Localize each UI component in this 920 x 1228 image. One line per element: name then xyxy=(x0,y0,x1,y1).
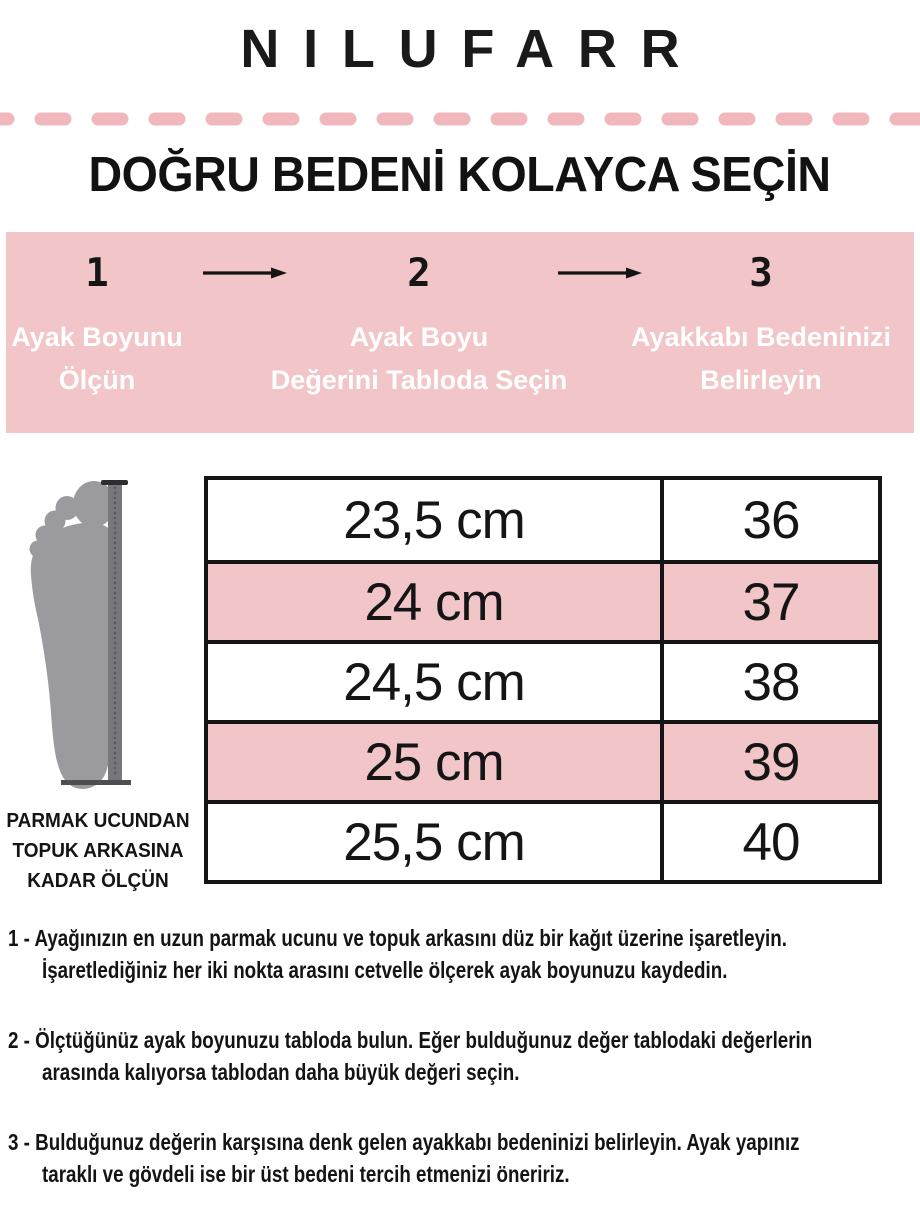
table-row xyxy=(208,480,878,560)
step-3-line2: Belirleyin xyxy=(700,365,822,395)
cell-size: 39 xyxy=(660,724,878,800)
step-2 xyxy=(258,232,580,402)
cell-cm: 23,5 cm xyxy=(343,490,525,550)
step-2-number: 2 xyxy=(407,251,431,296)
ruler-bottom-line xyxy=(61,780,131,785)
instruction-3-line2: taraklı ve gövdeli ise bir üst bedeni tercih etmenizi öneririz. xyxy=(42,1161,570,1187)
instruction-2-line2: arasında kalıyorsa tablodan daha büyük değeri seçin. xyxy=(42,1059,520,1085)
step-2-label xyxy=(258,316,580,402)
step-1-line1: Ayak Boyunu xyxy=(11,322,183,352)
table-row xyxy=(208,720,878,800)
instructions xyxy=(8,922,916,1228)
foot-measure-caption xyxy=(5,806,191,896)
table-row xyxy=(208,800,878,880)
size-table xyxy=(204,476,882,884)
table-row xyxy=(208,560,878,640)
step-1-label xyxy=(6,316,188,402)
cell-size: 38 xyxy=(660,644,878,720)
foot-caption-line2: TOPUK ARKASINA xyxy=(12,840,184,862)
instruction-3-line1: 3 - Bulduğunuz değerin karşısına denk gelen ayakkabı bedeninizi belirleyin. Ayak yapınız xyxy=(8,1129,800,1155)
instruction-1 xyxy=(8,922,916,986)
step-3 xyxy=(608,232,914,402)
step-3-label xyxy=(608,316,914,402)
instruction-1-line2: İşaretlediğiniz her iki nokta arasını cetvelle ölçerek ayak boyunuzu kaydedin. xyxy=(42,957,728,983)
step-2-line1: Ayak Boyu xyxy=(349,322,489,352)
step-1 xyxy=(6,232,188,402)
step-3-line1: Ayakkabı Bedeninizi xyxy=(630,322,892,352)
foot-caption-line3: KADAR ÖLÇÜN xyxy=(27,870,169,892)
cell-cm: 24 cm xyxy=(364,572,504,632)
foot-measure-illustration xyxy=(24,477,132,801)
cell-size: 40 xyxy=(660,804,878,880)
instruction-1-line1: 1 - Ayağınızın en uzun parmak ucunu ve topuk arkasını düz bir kağıt üzerine işaretleyin. xyxy=(8,925,787,951)
step-3-number: 3 xyxy=(749,251,773,296)
cell-cm: 25,5 cm xyxy=(343,812,525,872)
ruler-top-tick xyxy=(101,480,128,485)
steps-band xyxy=(6,232,914,433)
table-row xyxy=(208,640,878,720)
step-2-line2: Değerini Tabloda Seçin xyxy=(270,365,568,395)
cell-cm: 25 cm xyxy=(364,732,504,792)
cell-size: 37 xyxy=(660,564,878,640)
foot-caption-line1: PARMAK UCUNDAN xyxy=(6,810,190,832)
page-title xyxy=(0,147,920,203)
dashed-divider xyxy=(0,112,920,126)
page-title-text: DOĞRU BEDENİ KOLAYCA SEÇİN xyxy=(88,148,832,202)
cell-size: 36 xyxy=(660,480,878,560)
cell-cm: 24,5 cm xyxy=(343,652,525,712)
step-1-number: 1 xyxy=(85,251,109,296)
step-1-line2: Ölçün xyxy=(58,365,136,395)
brand-logo: NILUFARR xyxy=(240,19,704,79)
instruction-3 xyxy=(8,1126,916,1190)
instruction-2 xyxy=(8,1024,916,1088)
instruction-2-line1: 2 - Ölçtüğünüz ayak boyunuzu tabloda bulun. Eğer bulduğunuz değer tablodaki değerlerin xyxy=(8,1027,813,1053)
